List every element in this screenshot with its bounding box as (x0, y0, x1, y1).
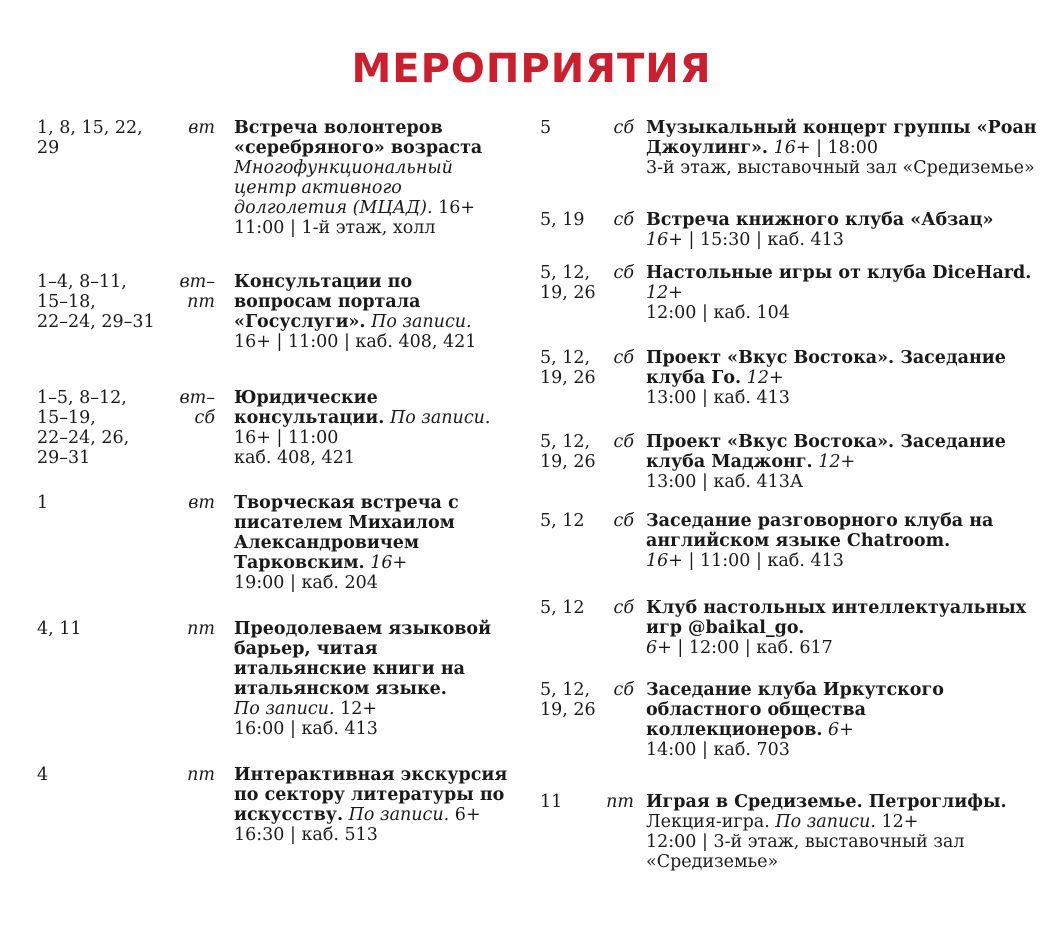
event-dates: 5, 12 (540, 598, 585, 618)
event-details: 16+ 11:00 | 1-й этаж, холл (234, 198, 476, 238)
event-title: Клуб настольных интеллектуальных игр @baikal_go. (646, 598, 1027, 638)
event-weekday: сб (613, 511, 634, 531)
event-prefix: Лекция-игра. (646, 812, 770, 832)
event-dates: 5, 12, 19, 26 (540, 263, 596, 303)
event-body (646, 598, 1041, 658)
event-italic: 12+ (746, 368, 784, 388)
event-italic: 16+ (773, 138, 811, 158)
event-body (234, 272, 509, 352)
event-details: 12+ 16:00 | каб. 413 (234, 699, 378, 739)
event-body (646, 210, 1041, 250)
event-weekday: вт (188, 493, 215, 513)
event-body (646, 432, 1041, 492)
event-title: Интерактивная экскурсия по сектору литературы по искусству. (234, 765, 508, 825)
event-italic: По записи. (371, 312, 472, 332)
event-body (646, 263, 1041, 323)
event-title: Играя в Средиземье. Петроглифы. (646, 792, 1007, 812)
event-title: Настольные игры от клуба DiceHard. (646, 263, 1032, 283)
event-weekday: сб (613, 680, 634, 700)
event-weekday: пт (187, 765, 215, 785)
event-details: 14:00 | каб. 703 (646, 740, 790, 760)
event-dates: 11 (540, 792, 563, 812)
event-body (646, 118, 1041, 178)
event-title: Заседание разговорного клуба на английском языке Chatroom. (646, 511, 994, 551)
event-italic: По записи. (775, 812, 876, 832)
event-details: 19:00 | каб. 204 (234, 573, 378, 593)
event-weekday: вт– сб (179, 388, 215, 428)
event-italic: 6+ (828, 720, 854, 740)
event-body (234, 619, 509, 739)
event-title: Проект «Вкус Востока». Заседание клуба Го. (646, 348, 1006, 388)
event-dates: 4, 11 (37, 619, 82, 639)
event-title: Встреча волонтеров «серебряного» возраста (234, 118, 483, 158)
event-body (234, 493, 509, 593)
event-italic: По записи. (234, 699, 335, 719)
event-details: 12+ 12:00 | 3-й этаж, выставочный зал «Средиземье» (646, 812, 965, 872)
event-title: Юридические консультации. (234, 388, 385, 428)
event-weekday: сб (613, 118, 634, 138)
event-body (234, 118, 509, 238)
event-details: 16+ | 11:00 каб. 408, 421 (234, 428, 355, 468)
event-title: Музыкальный концерт группы «Роан Джоулинг». (646, 118, 1037, 158)
event-title: Встреча книжного клуба «Абзац» (646, 210, 994, 230)
event-body (646, 792, 1041, 872)
event-dates: 5, 12, 19, 26 (540, 680, 596, 720)
event-dates: 5 (540, 118, 552, 138)
event-dates: 5, 12, 19, 26 (540, 432, 596, 472)
event-weekday: вт (188, 118, 215, 138)
event-weekday: сб (613, 348, 634, 368)
event-details: | 12:00 | каб. 617 (677, 638, 833, 658)
event-weekday: сб (613, 432, 634, 452)
event-details: 16+ | 11:00 | каб. 408, 421 (234, 332, 477, 352)
event-weekday: вт– пт (179, 272, 215, 312)
event-dates: 1–4, 8–11, 15–18, 22–24, 29–31 (37, 272, 155, 332)
event-body (646, 348, 1041, 408)
event-body (234, 765, 509, 845)
event-italic: По записи. (389, 408, 491, 428)
event-body (646, 680, 1041, 760)
event-weekday: сб (613, 598, 634, 618)
event-details: | 11:00 | каб. 413 (688, 551, 844, 571)
event-dates: 5, 12 (540, 511, 585, 531)
event-dates: 5, 12, 19, 26 (540, 348, 596, 388)
event-details: 6+ 16:30 | каб. 513 (234, 805, 481, 845)
event-title: Проект «Вкус Востока». Заседание клуба Маджонг. (646, 432, 1006, 472)
event-title: Творческая встреча с писателем Михаилом Александровичем Тарковским. (234, 493, 459, 573)
event-body (646, 511, 1041, 571)
event-dates: 1 (37, 493, 49, 513)
event-body (234, 388, 509, 468)
event-italic: 6+ (646, 638, 672, 658)
event-details: 13:00 | каб. 413 (646, 388, 790, 408)
event-weekday: сб (613, 263, 634, 283)
event-italic: 16+ (646, 230, 683, 250)
event-weekday: сб (613, 210, 634, 230)
event-dates: 1–5, 8–12, 15–19, 22–24, 26, 29–31 (37, 388, 130, 468)
event-italic: 12+ (646, 283, 683, 303)
event-details: | 15:30 | каб. 413 (688, 230, 844, 250)
event-title: Заседание клуба Иркутского областного общества коллекционеров. (646, 680, 944, 740)
event-italic: По записи. (348, 805, 450, 825)
event-weekday: пт (187, 619, 215, 639)
event-italic: 16+ (646, 551, 683, 571)
event-dates: 1, 8, 15, 22, 29 (37, 118, 143, 158)
page-title: МЕРОПРИЯТИЯ (351, 46, 712, 92)
event-weekday: пт (606, 792, 634, 812)
event-details: | 18:00 3-й этаж, выставочный зал «Средиземье» (646, 138, 1035, 178)
event-dates: 4 (37, 765, 49, 785)
event-details: 13:00 | каб. 413А (646, 472, 804, 492)
event-italic: Многофункциональный центр активного долголетия (МЦАД). (234, 158, 453, 218)
event-details: 12:00 | каб. 104 (646, 303, 790, 323)
event-dates: 5, 19 (540, 210, 585, 230)
event-italic: 12+ (818, 452, 856, 472)
event-title: Консультации по вопросам портала «Госуслуги». (234, 272, 421, 332)
event-title: Преодолеваем языковой барьер, читая итальянские книги на итальянском языке. (234, 619, 492, 699)
event-italic: 16+ (370, 553, 408, 573)
